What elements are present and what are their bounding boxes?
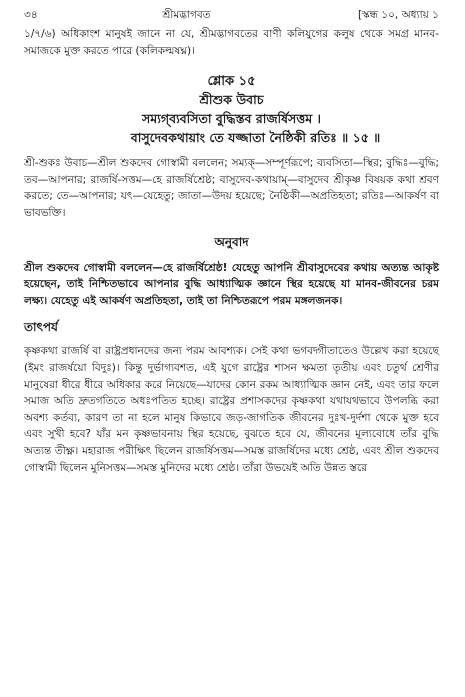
verse-line-1: সম্যগ্‌ব্যবসিতা বুদ্ধিস্তব রাজর্ষিসত্তম । — [142, 111, 321, 127]
translation-text: শ্রীল শুকদেব গোস্বামী বললেন—হে রাজর্ষিশ্রেষ্ঠ! যেহেতু আপনি শ্রীবাসুদেবের কথায় অত্যন্ত আকৃষ্ট হয়েছেন, তাই নিশ্চিতভাবে আপনার বুদ্ধি আধ্যাত্মিক জ্ঞানে স্থির হয়েছে যা মানব-জীবনের চরম লক্ষ্য। যেহেতু এই আকর্ষণ অপ্রতিহতা, তাই তা নিশ্চিতরূপে পরম মঙ্গলজনক। — [24, 261, 439, 307]
running-header — [24, 8, 439, 26]
purport-heading: তাৎপর্য — [24, 320, 58, 335]
verse-speaker: শ্রীশুক উবাচ — [199, 92, 264, 108]
synonyms: শ্রী-শুকঃ উবাচ—শ্রীল শুকদেব গোস্বামী বললেন; সম্যক্‌—সম্পূর্ণরূপে; ব্যবসিতা—স্থির; বুদ্ধিঃ—বুদ্ধি; তব—আপনার; রাজর্ষি-সত্তম—হে রাজর্ষিশ্রেষ্ঠ; বাসুদেব-কথায়াম্‌—বাসুদেব শ্রীকৃষ্ণ বিষয়ক কথা শ্রবণ করতে; তে—আপনার; যৎ—যেহেতু; জাতা—উদয় হয়েছে; নৈষ্ঠিকী—অপ্রতিহতা; রতিঃ—আকর্ষণ বা ভাবভক্তি। — [24, 157, 439, 219]
translation-heading: অনুবাদ — [214, 234, 249, 249]
verse-line-2: বাসুদেবকথায়াং তে যজ্জাতা নৈষ্ঠিকী রতিঃ ॥ ১৫ ॥ — [130, 130, 381, 146]
verse-title: শ্লোক ১৫ — [207, 74, 256, 90]
section-reference: [স্কন্ধ ১০, অধ্যায় ১ — [357, 9, 439, 21]
intro-paragraph: ১/৭/৬) অধিকাংশ মানুষই জানে না যে, শ্রীমদ্ভাগবতের বাণী কলিযুগের কলুষ থেকে সমগ্র মানব-সমাজকে মুক্ত করতে পারে (কলিকল্মষঘ্ন)। — [24, 28, 439, 57]
verse-text — [24, 109, 439, 147]
page-number: ৩৪ — [24, 9, 38, 21]
purport-text: কৃষ্ণকথা রাজর্ষি বা রাষ্ট্রপ্রধানদের জন্য পরম আবশ্যক। সেই কথা ভগবদ্গীতাতেও উল্লেখ করা হয়েছে (ইমং রাজর্ষয়ো বিদুঃ)। কিন্তু দুর্ভাগ্যবশত, এই যুগে রাষ্ট্রের শাসন ক্ষমতা তৃতীয় এবং চতুর্থ শ্রেণীর মানুষেরা ধীরে ধীরে অধিকার করে নিয়েছে—যাদের কোন রকম আধ্যাত্মিক জ্ঞান নেই, এবং তার ফলে সমাজ অতি দ্রুতগতিতে অধঃপতিত হচ্ছে। রাষ্ট্রের প্রশাসকদের কৃষ্ণকথা যথাযথভাবে উপলব্ধি করা অবশ্য কর্তব্য, কারণ তা না হলে মানুষ কিভাবে জড়-জাগতিক জীবনের দুঃখ-দুর্দশা থেকে মুক্ত হবে এবং সুখী হবে? যাঁর মন কৃষ্ণভাবনায় স্থির হয়েছে, বুঝতে হবে যে, জীবনের মূল্যবোধে তাঁর বুদ্ধি অত্যন্ত তীক্ষ্ণ। মহারাজ পরীক্ষিৎ ছিলেন রাজর্ষিসত্তম—সমস্ত রাজর্ষিদের মধ্যে শ্রেষ্ঠ, এবং শ্রীল শুকদেব গোস্বামী ছিলেন মুনিসত্তম—সমস্ত মুনিদের মধ্যে শ্রেষ্ঠ। তাঁরা উভয়েই অতি উন্নত স্তরে — [24, 345, 439, 474]
book-title: শ্রীমদ্ভাগবত — [162, 9, 211, 21]
